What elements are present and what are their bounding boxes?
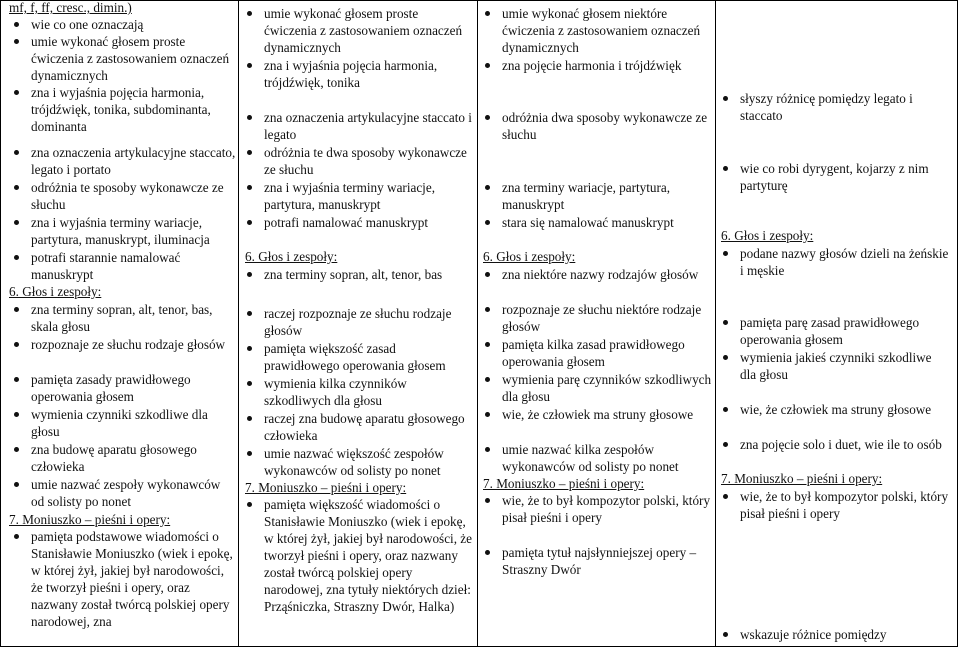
section-heading: 6. Głos i zespoły: (483, 249, 576, 264)
bullet-item: zna oznaczenia artykulacyjne staccato i legato (264, 109, 474, 143)
column-grade-2 (239, 1, 478, 647)
bullet-item: umie nazwać kilka zespołów wykonawców od solisty po nonet (502, 441, 712, 475)
bullet-item: umie wykonać głosem proste ćwiczenia z zastosowaniem oznaczeń dynamicznych (264, 5, 474, 56)
bullet-item: potrafi starannie namalować manuskrypt (31, 249, 236, 283)
section-heading: 6. Głos i zespoły: (245, 249, 338, 264)
bullet-item: wymienia jakieś czynniki szkodliwe dla głosu (740, 349, 950, 383)
bullet-item: zna budowę aparatu głosowego człowieka (31, 441, 236, 475)
bullet-item: wymienia czynniki szkodliwe dla głosu (31, 406, 236, 440)
bullet-item: wymienia parę czynników szkodliwych dla głosu (502, 372, 712, 404)
column-grade-4 (716, 1, 958, 647)
bullet-item: pamięta większość zasad prawidłowego operowania głosem (264, 340, 474, 374)
bullet-item: wymienia kilka czynników szkodliwych dla głosu (264, 375, 474, 409)
bullet-item: umie nazwać zespoły wykonawców od solisty po nonet (31, 476, 236, 510)
bullet-item: wie, że to był kompozytor polski, który pisał pieśni i opery (502, 493, 711, 525)
column-grade-3 (478, 1, 716, 647)
bullet-item: odróżnia dwa sposoby wykonawcze ze słuchu (502, 109, 712, 143)
bullet-item: zna terminy sopran, alt, tenor, bas, skala głosu (31, 301, 236, 335)
bullet-item: pamięta podstawowe wiadomości o Stanisławie Moniuszko (wiek i epokę, w której żył, jakiej był narodowości, że tworzył pieśni i opery, oraz nazwany został twórcą polskiej opery narodowej, zna (31, 528, 236, 630)
bullet-item: zna pojęcie solo i duet, wie ile to osób (740, 436, 950, 453)
column-grade-1 (1, 1, 239, 647)
section-heading: 7. Moniuszko – pieśni i opery: (9, 512, 171, 527)
bullet-item: słyszy różnicę pomiędzy legato i staccato (740, 90, 950, 124)
bullet-item: zna niektóre nazwy rodzajów głosów (502, 266, 712, 283)
bullet-item: zna terminy wariacje, partytura, manuskrypt (502, 179, 712, 213)
section-heading: 7. Moniuszko – pieśni i opery: (721, 471, 883, 486)
bullet-item: pamięta kilka zasad prawidłowego operowania głosem (502, 336, 712, 370)
bullet-item: wie, że człowiek ma struny głosowe (502, 406, 712, 423)
bullet-item: rozpoznaje ze słuchu niektóre rodzaje głosów (502, 301, 712, 335)
bullet-item: zna pojęcie harmonia i trójdźwięk (502, 57, 712, 74)
bullet-item: pamięta większość wiadomości o Stanisławie Moniuszko (wiek i epokę, w której żył, jakiej był narodowości, że tworzył pieśni i opery, oraz nazwany został twórcą polskiej opery narodowej, zna tytuły niektórych dzieł: Prząśniczka, Straszny Dwór, Halka) (264, 497, 473, 614)
bullet-item: zna i wyjaśnia pojęcia harmonia, trójdźwięk, tonika, subdominanta, dominanta (31, 84, 236, 135)
section-heading: 7. Moniuszko – pieśni i opery: (483, 476, 645, 491)
bullet-item: podane nazwy głosów dzieli na żeńskie i męskie (740, 246, 949, 278)
bullet-item: wie co robi dyrygent, kojarzy z nim partyturę (740, 160, 950, 194)
bullet-item: wie, że to był kompozytor polski, który pisał pieśni i opery (740, 489, 949, 521)
bullet-item: stara się namalować manuskrypt (502, 214, 712, 231)
bullet-item: raczej zna budowę aparatu głosowego człowieka (264, 410, 474, 444)
bullet-item: umie nazwać większość zespołów wykonawców od solisty po nonet (264, 445, 474, 479)
bullet-item: zna terminy sopran, alt, tenor, bas (264, 266, 474, 283)
section-heading: 7. Moniuszko – pieśni i opery: (245, 480, 407, 495)
bullet-item: pamięta zasady prawidłowego operowania głosem (31, 371, 236, 405)
bullet-item: umie wykonać głosem niektóre ćwiczenia z zastosowaniem oznaczeń dynamicznych (502, 5, 712, 56)
bullet-item: umie wykonać głosem proste ćwiczenia z zastosowaniem oznaczeń dynamicznych (31, 33, 236, 84)
section-heading: mf, f, ff, cresc., dimin.) (9, 0, 132, 15)
bullet-item: pamięta tytuł najsłynniejszej opery – Straszny Dwór (502, 544, 712, 578)
bullet-item: odróżnia te dwa sposoby wykonawcze ze słuchu (264, 144, 474, 178)
bullet-item: wie co one oznaczają (31, 16, 236, 33)
section-heading: 6. Głos i zespoły: (9, 284, 102, 299)
bullet-item: odróżnia te sposoby wykonawcze ze słuchu (31, 179, 236, 213)
bullet-item: pamięta parę zasad prawidłowego operowania głosem (740, 314, 950, 348)
bullet-item: raczej rozpoznaje ze słuchu rodzaje głosów (264, 305, 474, 339)
bullet-item: wskazuje różnice pomiędzy (740, 626, 950, 643)
bullet-item: zna i wyjaśnia terminy wariacje, partytura, manuskrypt (264, 179, 474, 213)
bullet-item: potrafi namalować manuskrypt (264, 214, 474, 231)
bullet-item: zna i wyjaśnia terminy wariacje, partytura, manuskrypt, iluminacja (31, 214, 236, 248)
bullet-item: zna oznaczenia artykulacyjne staccato, legato i portato (31, 145, 236, 177)
bullet-item: wie, że człowiek ma struny głosowe (740, 401, 950, 418)
bullet-item: rozpoznaje ze słuchu rodzaje głosów (31, 336, 236, 353)
section-heading: 6. Głos i zespoły: (721, 228, 814, 243)
bullet-item: zna i wyjaśnia pojęcia harmonia, trójdźwięk, tonika (264, 57, 474, 91)
